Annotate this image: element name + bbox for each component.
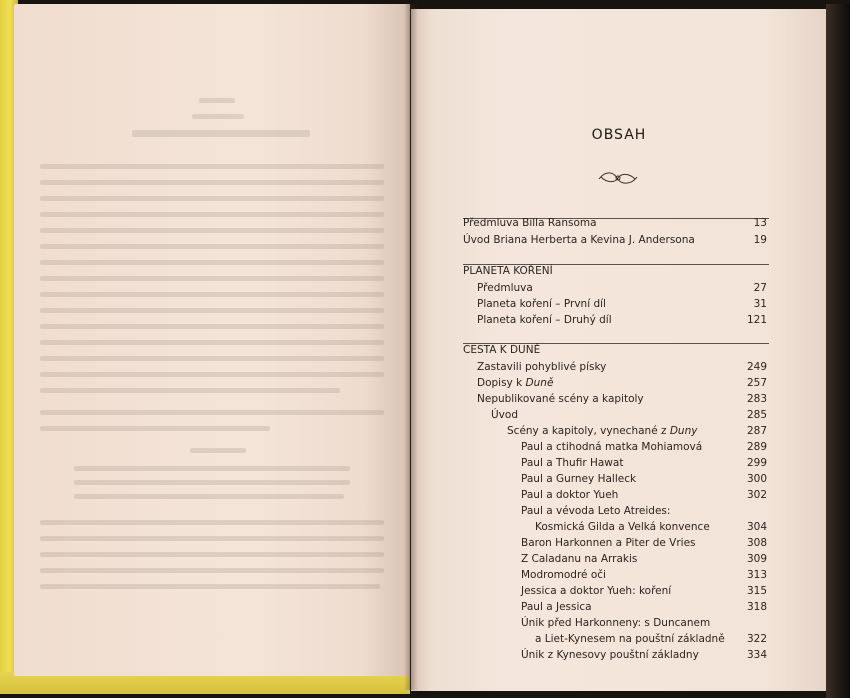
toc-entry[interactable] — [477, 298, 767, 314]
page-title: OBSAH — [591, 127, 647, 143]
toc-entry-title: Paul a Jessica — [521, 601, 592, 613]
toc-section-heading[interactable] — [463, 344, 767, 360]
toc-section-title: CESTA K DUNĚ — [463, 344, 541, 356]
toc-entry-page: 322 — [746, 633, 767, 645]
toc-section-heading[interactable] — [463, 265, 767, 281]
toc-entry-title: Dopisy k Duně — [477, 377, 554, 389]
toc-entry-page: 121 — [746, 314, 767, 326]
toc-entry-title: Předmluva — [477, 282, 533, 294]
toc-entry-title: Jessica a doktor Yueh: koření — [521, 585, 672, 597]
toc-entry[interactable] — [535, 521, 767, 537]
toc-entry[interactable] — [463, 217, 767, 233]
toc-entry[interactable] — [521, 441, 767, 457]
toc-entry[interactable] — [521, 569, 767, 585]
toc-entry-page: 302 — [746, 489, 767, 501]
toc-entry[interactable] — [477, 361, 767, 377]
toc-entry[interactable] — [477, 314, 767, 330]
toc-entry-page: 257 — [746, 377, 767, 389]
toc-entry-page: 313 — [746, 569, 767, 581]
toc-entry-page: 249 — [746, 361, 767, 373]
toc-entry-page: 283 — [746, 393, 767, 405]
toc-entry-title: Planeta koření – Druhý díl — [477, 314, 612, 326]
toc-entry[interactable] — [463, 234, 767, 250]
toc-entry[interactable] — [477, 393, 767, 409]
toc-entry-page: 299 — [746, 457, 767, 469]
table-of-contents — [411, 9, 827, 691]
toc-section-title: PLANETA KOŘENÍ — [463, 265, 553, 277]
toc-entry-page: 300 — [746, 473, 767, 485]
toc-entry-title: a Liet-Kynesem na pouštní základně — [535, 633, 725, 645]
toc-entry[interactable] — [521, 585, 767, 601]
toc-entry[interactable] — [535, 633, 767, 649]
toc-entry-page: 27 — [753, 282, 767, 294]
toc-entry-page: 308 — [746, 537, 767, 549]
toc-entry-page: 13 — [753, 217, 767, 229]
toc-entry-title: Paul a vévoda Leto Atreides: — [521, 505, 671, 517]
toc-entry[interactable] — [491, 409, 767, 425]
toc-entry-title: Nepublikované scény a kapitoly — [477, 393, 644, 405]
toc-entry[interactable] — [477, 282, 767, 298]
toc-entry[interactable] — [521, 473, 767, 489]
toc-entry-title: Únik před Harkonneny: s Duncanem — [521, 617, 711, 629]
toc-entry-title: Úvod — [491, 409, 518, 421]
toc-entry-page: 315 — [746, 585, 767, 597]
toc-entry-title: Planeta koření – První díl — [477, 298, 606, 310]
toc-entry[interactable] — [507, 425, 767, 441]
toc-entry-title: Baron Harkonnen a Piter de Vries — [521, 537, 696, 549]
toc-entry-title: Úvod Briana Herberta a Kevina J. Andersona — [463, 234, 695, 246]
toc-entry[interactable] — [521, 537, 767, 553]
toc-entry[interactable] — [521, 553, 767, 569]
toc-entry-page: 19 — [753, 234, 767, 246]
toc-entry[interactable] — [521, 617, 767, 633]
show-through-text — [14, 4, 410, 676]
toc-entry-title: Scény a kapitoly, vynechané z Duny — [507, 425, 698, 437]
left-page — [14, 4, 410, 676]
toc-entry[interactable] — [521, 649, 767, 665]
toc-entry[interactable] — [477, 377, 767, 393]
toc-entry-page: 285 — [746, 409, 767, 421]
toc-entry-title: Předmluva Billa Ransoma — [463, 217, 597, 229]
toc-entry-page: 31 — [753, 298, 767, 310]
toc-entry-title: Paul a Gurney Halleck — [521, 473, 637, 485]
toc-entry-title: Paul a Thufir Hawat — [521, 457, 624, 469]
toc-entry-page: 289 — [746, 441, 767, 453]
toc-entry-page: 304 — [746, 521, 767, 533]
toc-entry-page: 334 — [746, 649, 767, 661]
toc-entry-title: Zastavili pohyblivé písky — [477, 361, 607, 373]
toc-entry[interactable] — [521, 505, 767, 521]
toc-entry-title: Kosmická Gilda a Velká konvence — [535, 521, 710, 533]
toc-entry[interactable] — [521, 489, 767, 505]
toc-entry[interactable] — [521, 457, 767, 473]
toc-entry-title: Modromodré oči — [521, 569, 606, 581]
toc-entry-page: 318 — [746, 601, 767, 613]
toc-entry-title: Paul a doktor Yueh — [521, 489, 619, 501]
toc-entry-title: Únik z Kynesovy pouštní základny — [521, 649, 699, 661]
page-edge-shadow — [826, 4, 850, 698]
right-page — [411, 9, 827, 691]
toc-entry-page: 287 — [746, 425, 767, 437]
toc-entry-title: Z Caladanu na Arrakis — [521, 553, 638, 565]
toc-entry[interactable] — [521, 601, 767, 617]
toc-entry-title: Paul a ctihodná matka Mohiamová — [521, 441, 703, 453]
book-gutter — [404, 4, 418, 690]
toc-entry-page: 309 — [746, 553, 767, 565]
